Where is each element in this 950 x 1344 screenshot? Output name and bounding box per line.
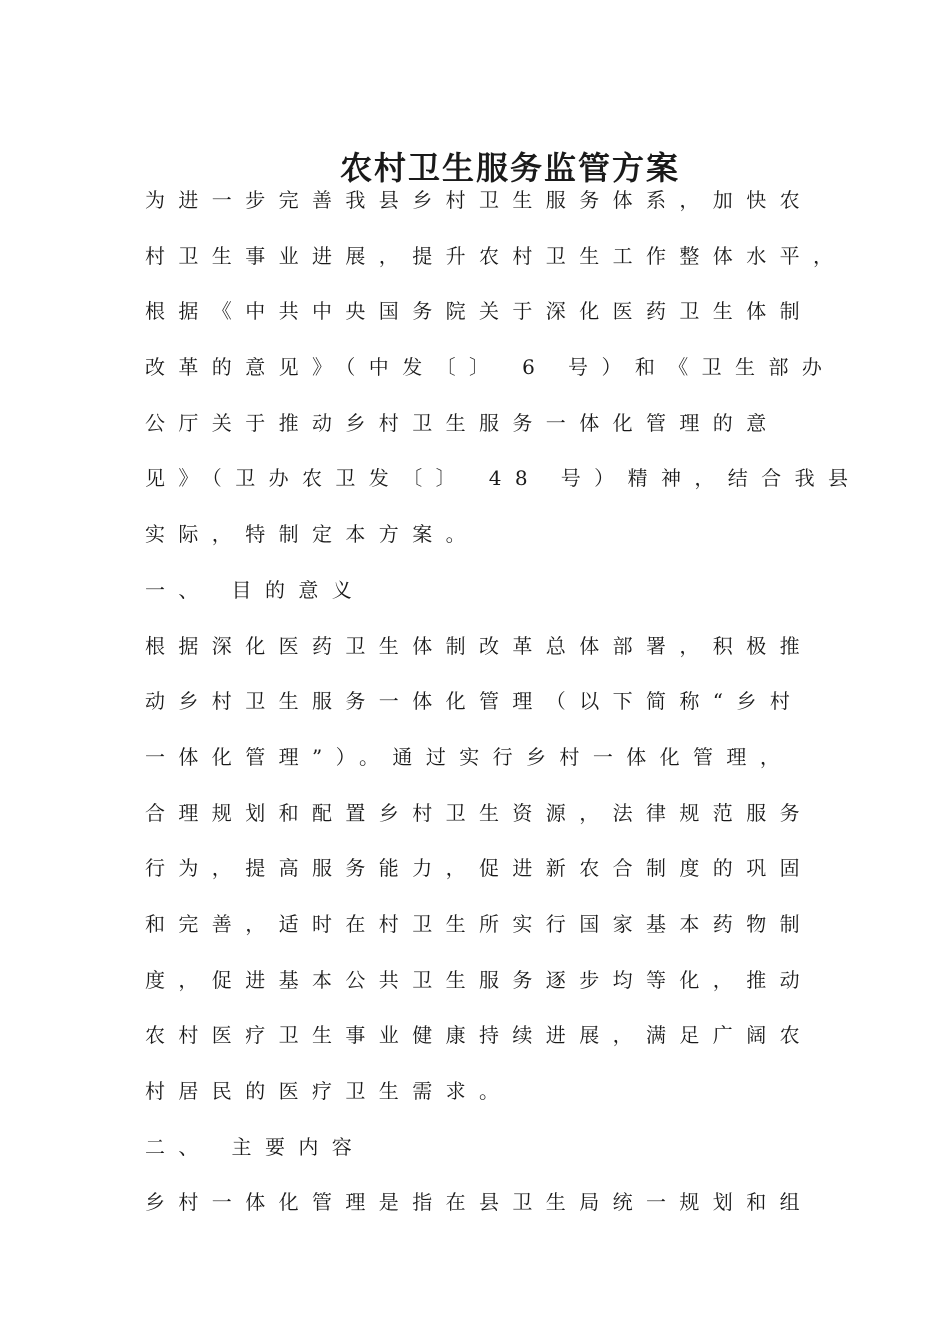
text-line: 动乡村卫生服务一体化管理（以下简称“乡村 — [145, 689, 804, 714]
text-line: 根据深化医药卫生体制改革总体部署，积极推 — [145, 633, 813, 658]
section-heading: 二、 主要内容 — [145, 1134, 366, 1159]
text-line: 改革的意见》（中发〔〕 6 号）和《卫生部办 — [145, 355, 836, 380]
document-title: 农村卫生服务监管方案 — [339, 149, 680, 188]
section-heading: 一、 目的意义 — [145, 577, 366, 602]
text-line: 实际，特制定本方案。 — [145, 522, 479, 547]
text-line: 村居民的医疗卫生需求。 — [145, 1079, 513, 1103]
text-line: 农村医疗卫生事业健康持续进展，满足广阔农 — [145, 1023, 813, 1048]
text-line: 乡村一体化管理是指在县卫生局统一规划和组 — [145, 1190, 813, 1215]
text-line: 见》（卫办农卫发〔〕 48 号）精神，结合我县 — [145, 466, 862, 491]
text-line: 公厅关于推动乡村卫生服务一体化管理的意 — [145, 410, 780, 435]
text-line: 行为，提高服务能力，促进新农合制度的巩固 — [145, 856, 813, 881]
text-line: 根据《中共中央国务院关于深化医药卫生体制 — [145, 299, 813, 324]
document-body — [145, 185, 862, 1243]
text-line: 度，促进基本公共卫生服务逐步均等化，推动 — [145, 967, 813, 992]
text-line: 一体化管理”）。通过实行乡村一体化管理， — [145, 744, 794, 769]
text-line: 为进一步完善我县乡村卫生服务体系，加快农 — [145, 188, 813, 212]
text-line: 合理规划和配置乡村卫生资源，法律规范服务 — [145, 800, 813, 825]
text-line: 村卫生事业进展，提升农村卫生工作整体水平， — [145, 243, 847, 268]
text-line: 和完善，适时在村卫生所实行国家基本药物制 — [145, 911, 813, 936]
